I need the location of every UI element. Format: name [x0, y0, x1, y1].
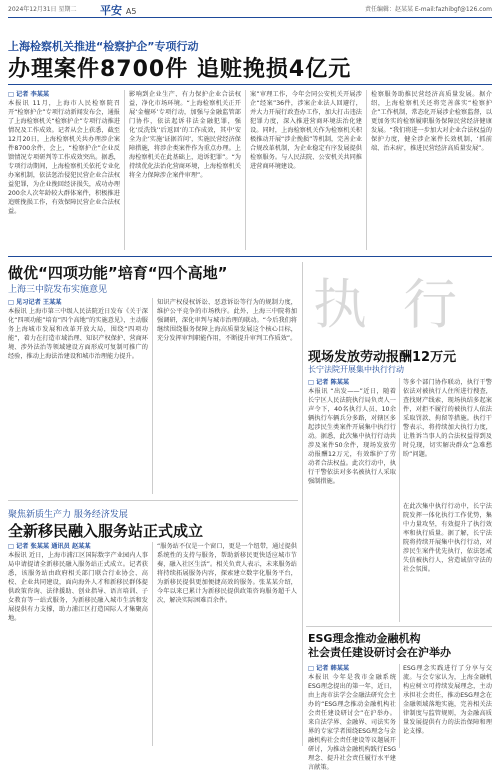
lead-column-2: [129, 90, 241, 252]
divider: [245, 90, 246, 250]
lead-column-4: [371, 90, 492, 252]
lead-byline: □ 记者 李某某: [8, 91, 50, 98]
story3-byline: □ 记者 张某某 通讯员 赵某某: [8, 543, 91, 550]
story2-subtitle: 上海三中院发布实施意见: [8, 285, 108, 295]
story3-text-2: “服务站不仅是一个窗口，更是一个纽带，通过提供系统性的支持与服务，帮助新移民更快适应城市节奏，融入社区生活”。相关负责人表示，未来服务站将持续拓展服务内容，探索建立数字化服务平台，为新移民提供更加便捷高效的服务。张某某介绍，今年以来已累计为新移民提供政策咨询服务超千人次，解决实际困难百余件。: [157, 543, 297, 604]
story4-text-2: 等多个部门协作联动，执行干警依法对被执行人住所进行搜查，查找财产线索，现场执结多起案件，对拒不履行的被执行人依法采取罚款、拘留等措施。执行干警表示，将持续加大执行力度，让胜诉当事人的合法权益得到及时兑现，切实解决群众“急难愁盼”问题。: [403, 379, 492, 458]
lead-text-3: 案”审理工作，今年会同公安机关开展涉企“经案”36件，涉案企业法人回避行，并大力开展行政查办工作，加大打击违法犯罪力度，深入推进营商环境法治化建设。同时，上海检察机关作为检察机关积极推动开展“涉企挽损”等机制，完善企业合规改革机制，为企业稳定有序发展提供检察服务。与人民法院、公安机关共同推进营商环境建设。: [250, 91, 362, 170]
story2-column-2: [157, 298, 297, 494]
story3-headline: 全新移民融入服务站正式成立: [8, 522, 204, 540]
divider: [399, 378, 400, 622]
lead-text-1: 本报讯 11月，上海市人民检察院召开“检察护企”专项行动新闻发布会，通报了上海检察机关“检察护企”专项行动推进情况及工作成效。记者从会上获悉，截至12月20日，上海检察机关共办理涉企案件8700余件，会上，“检察护企”企业反馈情况专项研判等工作成效突出。据悉，专项行动期间，上海检察机关依托专业化办案机制，依法惩治侵犯民营企业合法权益犯罪，为企业挽回经济损失，成功办理200余人次年龄较大群体案件，积极推进追赃挽损工作，有效保障民营企业合法权益。: [8, 100, 120, 215]
lead-column-3: [250, 90, 362, 252]
story4-column-2: [403, 378, 492, 498]
story5-byline: □ 记者 韩某某: [308, 665, 350, 672]
header-editor: 责任编辑：赵某某 E-mail:fazhibgf@126.com: [364, 6, 492, 13]
divider: [306, 626, 492, 627]
story4-text-1: 本报讯 “出发——”近日，随着长宁区人民法院执行局负责人一声令下，40名执行人员、10余辆执行车辆兵分多路，对辖区多起涉民生类案件开展集中执行行动。据悉，此次集中执行行动共涉及案件50余件，现场发放劳动报酬12万元，有效维护了劳动者合法权益。此次行动中，执行干警依法对多名被执行人采取强制措施。: [308, 388, 396, 485]
header-rule: [8, 17, 492, 18]
story4-byline: □ 记者 陈某某: [308, 379, 350, 386]
story5-column-2: [403, 664, 492, 748]
calligraphy-char-1: 执: [313, 273, 367, 336]
section-name: [100, 2, 136, 18]
lead-headline: 办理案件8700件 追赃挽损4亿元: [8, 57, 352, 82]
story3-text-1: 本报讯 近日，上海市浦江区国际数字产业园内人事局申请提请全新移民融入服务站正式成立。记者获悉，该服务站由政府相关部门联合行业协会、高校、企业共同建设，面向海外人才和新移民群体提供政策咨询、法律援助、创业指导、语言培训、子女教育等一站式服务，为新移民融入城市生活和发展提供有力支撑，助力浦江区打造国际人才集聚高地。: [8, 552, 148, 622]
story4-subtitle: 长宁法院开展集中执行行动: [308, 365, 404, 374]
divider: [124, 90, 125, 250]
story3-kicker: 聚焦新质生产力 服务经济发展: [8, 510, 128, 520]
lead-kicker: 上海检察机关推进“检察护企”专项行动: [8, 40, 199, 53]
story5-column-1: [308, 664, 396, 771]
story5-headline: ESG理念推动金融机构 社会责任建设研讨会在沪举办: [308, 632, 451, 659]
story2-text-1: 本报讯 上海市第三中级人民法院近日发布《关于深化“四项功能”培育“四个高地”的实施意见》，主动服务上海城市发展和改革开放大局，围绕“四项功能”，着力在打造市域治理、知识产权保护、营商环境、涉外法治等领域建设方面形成可复制可推广的经验，推动上海法治建设和城市治理能力提升。: [8, 308, 148, 360]
divider: [152, 298, 153, 494]
story4-column-3: [403, 502, 492, 622]
story5-text-2: ESG理念实践进行了分享与交流。与会专家认为，上海金融机构应树立可持续发展理念，主动承担社会责任，推动ESG理念在金融领域落地实施，完善相关法律制度与监管规则，为金融高质量发展提供有力的法治保障和理论支撑。: [403, 665, 492, 735]
story2-text-2: 知识产权侵权诉讼、恶意诉讼等行为的规制力度，维护公平竞争的市场秩序。此外，上海三中院将加强调研，深化审判与城市治理的联动。“今后我们将继续围绕服务保障上海高质量发展这个核心目标，充分发挥审判职能作用，不断提升审判工作质效”。: [157, 299, 297, 342]
story3-column-1: [8, 542, 148, 746]
story2-byline: □ 见习记者 王某某: [8, 299, 62, 306]
divider: [366, 90, 367, 250]
section-page-number: A5: [125, 7, 137, 16]
story4-text-3: 在此次集中执行行动中，长宁法院发挥一体化执行工作优势，集中力量攻坚，有效提升了执行效率和执行质量。据了解，长宁法院将持续开展集中执行行动，对涉民生案件优先执行，依法惩戒失信被执行人，营造诚信守法的社会氛围。: [403, 503, 492, 573]
lead-text-2: 影响到企业生产、有力保护企业合法权益，净化市场环境。“上海检察机关正开展‘金檀环’专项行动，加强与金融监管部门协作，依法起诉非法金融犯罪，强化‘反洗钱’‘后返回’的工作成效，其中‘安全为企’实施‘证据首问’，实施民营经济保障措施，将涉企类案件作为重点办理。上海检察机关在此基础上，追诉犯罪”。“为持续优化法治化营商环境，上海检察机关将全力保障涉企案件审理”。: [129, 91, 241, 179]
story2-column-1: [8, 298, 148, 494]
story4-column-1: [308, 378, 396, 622]
lead-column-1: [8, 90, 120, 252]
decorative-calligraphy: [305, 258, 492, 338]
page-header: [8, 2, 492, 16]
divider: [302, 262, 303, 746]
header-date: 2024年12月31日 星期二: [8, 6, 77, 13]
calligraphy-char-2: 行: [403, 273, 457, 336]
story4-headline: 现场发放劳动报酬12万元: [308, 350, 457, 365]
lead-rule: [8, 84, 492, 85]
section-title: 平安: [100, 4, 122, 17]
divider: [152, 542, 153, 746]
divider: [8, 500, 298, 501]
lead-text-4: 检察服务助推民营经济高质量发展。据介绍，上海检察机关还将完善落实“检察护企”工作机制，常态化开展涉企检察监督，以更加务实的检察履职服务保障民营经济健康发展。“我们将进一步加大对企业合法权益的保护力度，健全涉企案件长效机制，‘抓前端、治未病’，推进民营经济高质量发展”。: [371, 91, 492, 152]
divider: [399, 664, 400, 748]
section-rule: [8, 256, 492, 257]
story2-headline: 做优“四项功能”培育“四个高地”: [8, 264, 228, 282]
story3-column-2: [157, 542, 297, 746]
story5-text-1: 本报讯 今年是我市金融系统ESG理念提出的第一年，近日，由上海市法学会金融法研究会主办的“ESG理念推动金融机构社会责任建设研讨会”在沪举办。来自法学界、金融界、司法实务界的专家学者围绕ESG理念与金融机构社会责任建设等议题展开研讨，为推动金融机构践行ESG理念、提升社会责任履行水平建言献策。: [308, 674, 396, 771]
